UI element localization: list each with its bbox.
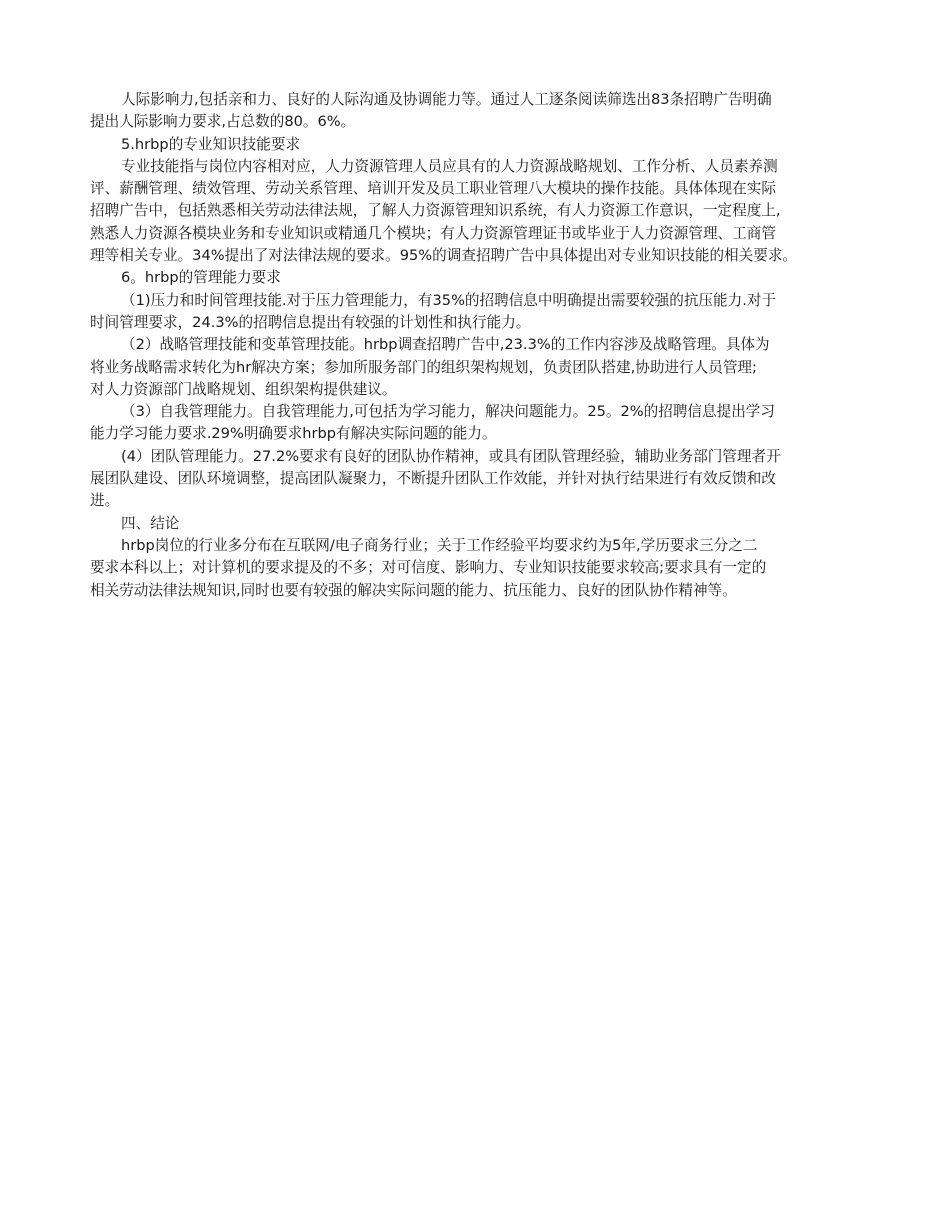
paragraph-line: 时间管理要求，24.3%的招聘信息提出有较强的计划性和执行能力。 (90, 313, 531, 331)
paragraph-line: （1)压力和时间管理技能.对于压力管理能力，有35%的招聘信息中明确提出需要较强的抗压能力.对于 (121, 291, 777, 309)
paragraph-line: (4）团队管理能力。27.2%要求有良好的团队协作精神，或具有团队管理经验，辅助业务部门管理者开 (121, 447, 781, 465)
paragraph-line: 评、薪酬管理、绩效管理、劳动关系管理、培训开发及员工职业管理八大模块的操作技能。具体体现在实际 (90, 180, 776, 198)
paragraph-line: 进。 (90, 492, 120, 510)
section-heading: 5.hrbp的专业知识技能要求 (121, 135, 301, 153)
paragraph-line: 相关劳动法律法规知识,同时也要有较强的解决实际问题的能力、抗压能力、良好的团队协作精神等。 (90, 581, 737, 599)
document-body (90, 89, 865, 602)
paragraph-line: （2）战略管理技能和变革管理技能。hrbp调查招聘广告中,23.3%的工作内容涉及战略管理。具体为 (121, 336, 770, 354)
paragraph-line: hrbp岗位的行业多分布在互联网/电子商务行业；关于工作经验平均要求约为5年,学历要求三分之二 (121, 536, 758, 554)
paragraph-line: （3）自我管理能力。自我管理能力,可包括为学习能力，解决问题能力。25。2%的招聘信息提出学习 (121, 403, 775, 421)
section-heading: 6。hrbp的管理能力要求 (121, 269, 281, 287)
section-heading: 四、结论 (121, 514, 180, 532)
paragraph-line: 提出人际影响力要求,占总数的80。6%。 (90, 113, 356, 131)
paragraph-line: 理等相关专业。34%提出了对法律法规的要求。95%的调查招聘广告中具体提出对专业知识技能的相关要求。 (90, 247, 798, 265)
paragraph-line: 对人力资源部门战略规划、组织架构提供建议。 (90, 380, 397, 398)
paragraph-line: 能力学习能力要求.29%明确要求hrbp有解决实际问题的能力。 (90, 425, 497, 443)
paragraph-line: 展团队建设、团队环境调整，提高团队凝聚力，不断提升团队工作效能，并针对执行结果进行有效反馈和改 (90, 470, 776, 488)
paragraph-line: 专业技能指与岗位内容相对应，人力资源管理人员应具有的人力资源战略规划、工作分析、人员素养测 (121, 157, 778, 175)
paragraph-line: 人际影响力,包括亲和力、良好的人际沟通及协调能力等。通过人工逐条阅读筛选出83条招聘广告明确 (121, 91, 772, 108)
paragraph-line: 将业务战略需求转化为hr解决方案；参加所服务部门的组织架构规划，负责团队搭建,协助进行人员管理; (90, 358, 757, 376)
paragraph-line: 招聘广告中，包括熟悉相关劳动法律法规，了解人力资源管理知识系统，有人力资源工作意识，一定程度上, (90, 202, 781, 220)
paragraph-line: 熟悉人力资源各模块业务和专业知识或精通几个模块；有人力资源管理证书或毕业于人力资源管理、工商管 (90, 224, 776, 242)
paragraph-line: 要求本科以上；对计算机的要求提及的不多；对可信度、影响力、专业知识技能要求较高;要求具有一定的 (90, 559, 767, 577)
